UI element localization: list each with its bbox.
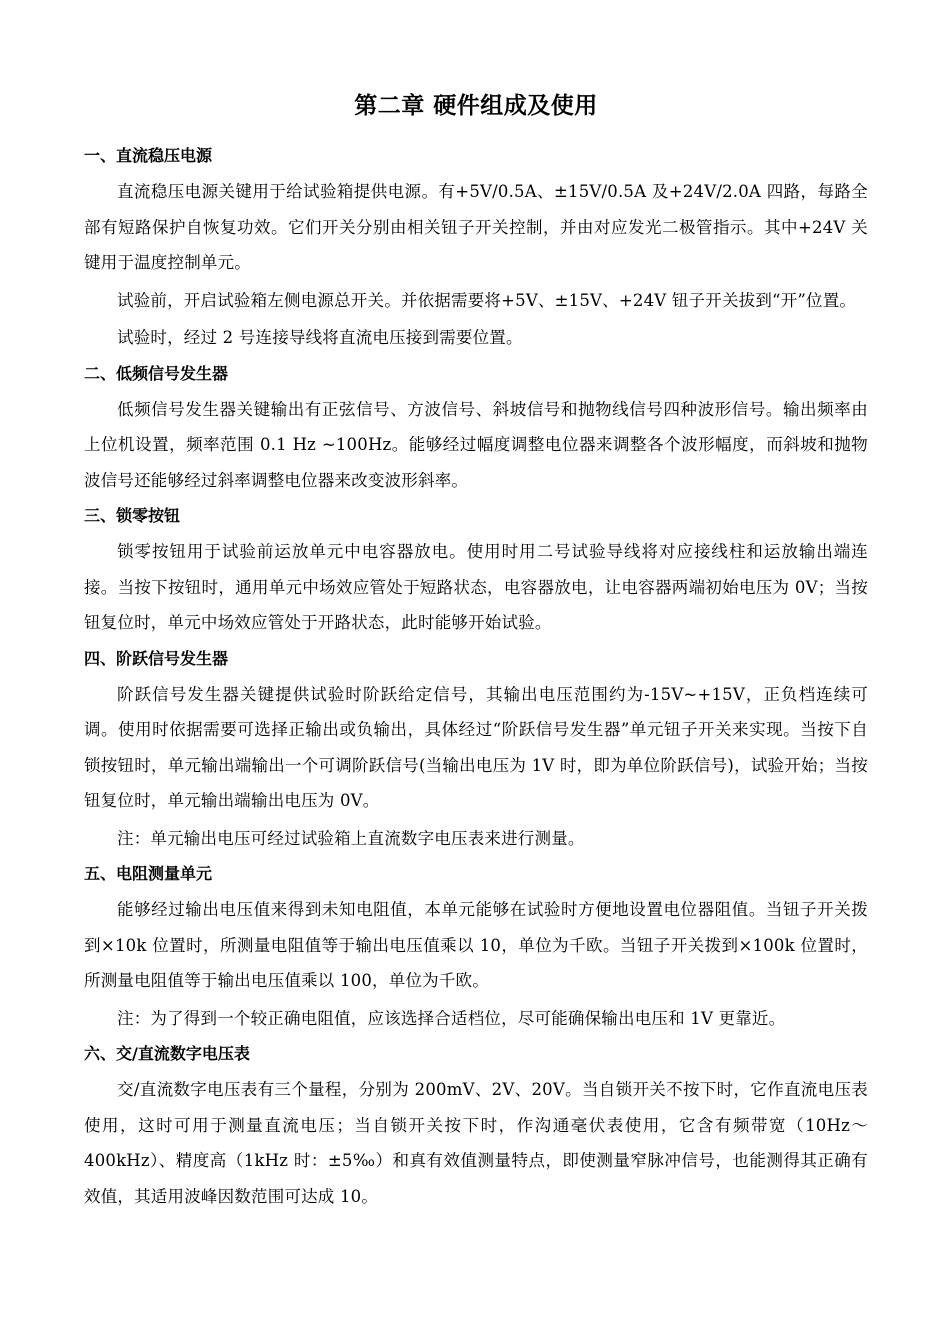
section-heading: 四、阶跃信号发生器 <box>84 648 229 668</box>
paragraph: 阶跃信号发生器关键提供试验时阶跃给定信号，其输出电压范围约为-15V~+15V，正负档连续可调。使用时依据需要可选择正输出或负输出，具体经过“阶跃信号发生器”单元钮子开关来实现。当按下自锁按钮时，单元输出端输出一个可调阶跃信号(当输出电压为 1V 时，即为单位阶跃信号)，试验开始；当按钮复位时，单元输出端输出电压为 0V。 <box>84 684 868 810</box>
section-heading: 一、直流稳压电源 <box>84 146 213 165</box>
paragraph: 试验前，开启试验箱左侧电源总开关。并依据需要将+5V、±15V、+24V 钮子开关拔到“开”位置。 <box>117 290 857 310</box>
paragraph: 低频信号发生器关键输出有正弦信号、方波信号、斜坡信号和抛物线信号四种波形信号。输出频率由上位机设置，频率范围 0.1 Hz ~100Hz。能够经过幅度调整电位器来调整各个波形幅度，而斜坡和抛物波信号还能够经过斜率调整电位器来改变波形斜率。 <box>84 399 868 490</box>
section-low-freq-generator <box>84 362 868 499</box>
section-heading: 二、低频信号发生器 <box>84 363 229 383</box>
paragraph: 交/直流数字电压表有三个量程，分别为 200mV、2V、20V。当自锁开关不按下时，它作直流电压表使用，这时可用于测量直流电压；当自锁开关按下时，作沟通毫伏表使用，它含有频带宽（10Hz～400kHz）、精度高（1kHz 时：±5‰）和真有效值测量特点，即使测量窄脉冲信号，也能测得其正确有效值，其适用波峰因数范围可达成 10。 <box>84 1080 868 1206</box>
paragraph: 能够经过输出电压值来得到未知电阻值，本单元能够在试验时方便地设置电位器阻值。当钮子开关拨到×10k 位置时，所测量电阻值等于输出电压值乘以 10，单位为千欧。当钮子开关拨到×100k 位置时，所测量电阻值等于输出电压值乘以 100，单位为千欧。 <box>84 900 868 990</box>
section-dc-power <box>84 144 868 356</box>
chapter-title: 第二章 硬件组成及使用 <box>354 93 598 119</box>
paragraph: 试验时，经过 2 号连接导线将直流电压接到需要位置。 <box>117 328 523 347</box>
section-digital-voltmeter <box>84 1042 868 1214</box>
section-heading: 六、交/直流数字电压表 <box>84 1044 250 1063</box>
section-heading: 三、锁零按钮 <box>84 506 181 525</box>
note-paragraph: 注：为了得到一个较正确电阻值，应该选择合适档位，尽可能确保输出电压和 1V 更靠近。 <box>117 1008 786 1028</box>
paragraph: 直流稳压电源关键用于给试验箱提供电源。有+5V/0.5A、±15V/0.5A 及+24V/2.0A 四路，每路全部有短路保护自恢复功效。它们开关分别由相关钮子开关控制，并由对应发光二极管指示。其中+24V 关键用于温度控制单元。 <box>84 182 868 272</box>
section-step-signal-generator <box>84 647 868 857</box>
paragraph: 锁零按钮用于试验前运放单元中电容器放电。使用时用二号试验导线将对应接线柱和运放输出端连接。当按下按钮时，通用单元中场效应管处于短路状态，电容器放电，让电容器两端初始电压为 0V；当按钮复位时，单元中场效应管处于开路状态，此时能够开始试验。 <box>84 542 868 632</box>
section-resistance-measurement <box>84 862 868 1036</box>
section-lock-zero-button <box>84 504 868 641</box>
section-heading: 五、电阻测量单元 <box>84 864 213 883</box>
note-paragraph: 注：单元输出电压可经过试验箱上直流数字电压表来进行测量。 <box>117 828 585 848</box>
